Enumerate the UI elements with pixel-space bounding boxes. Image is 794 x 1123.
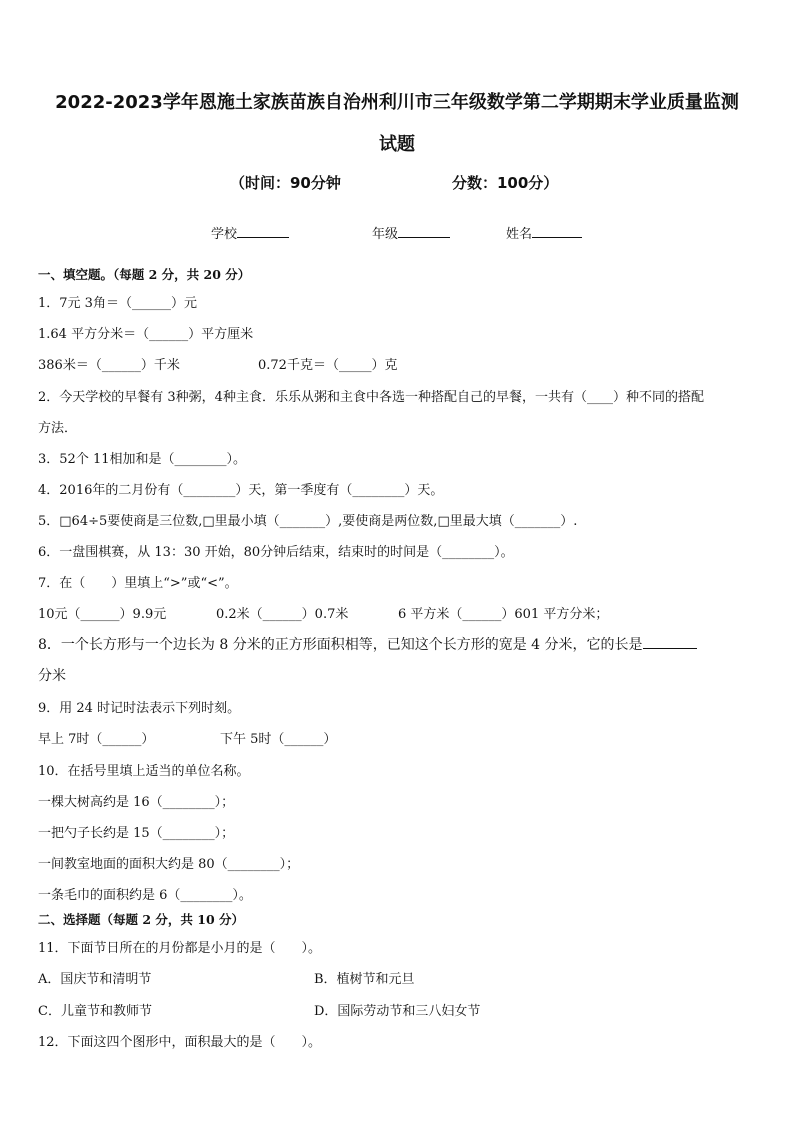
question-7a: 10元（______）9.9元 <box>38 607 167 622</box>
question-8a <box>38 634 697 654</box>
question-10c: 一间教室地面的面积大约是 80（________）； <box>38 857 300 872</box>
name-blank[interactable] <box>532 225 582 238</box>
section-choice-heading: 二、选择题（每题 2 分，共 10 分） <box>38 912 245 927</box>
question-9b: 下午 5时（______） <box>220 732 337 747</box>
question-4: 4．2016年的二月份有（________）天，第一季度有（________）天。 <box>38 483 444 498</box>
question-1a: 1．7元 3角＝（______）元 <box>38 296 197 311</box>
question-11-option-a[interactable]: A．国庆节和清明节 <box>38 972 152 987</box>
question-11-option-c[interactable]: C．儿童节和教师节 <box>38 1004 152 1019</box>
question-8a-text: 8．一个长方形与一个边长为 8 分米的正方形面积相等，已知这个长方形的宽是 4 分米，它的长是 <box>38 637 643 653</box>
exam-time: （时间：90分钟 <box>230 174 341 192</box>
question-3: 3．52个 11相加和是（________）。 <box>38 452 246 467</box>
question-9a: 早上 7时（______） <box>38 732 155 747</box>
grade-field[interactable] <box>372 223 450 242</box>
question-8b: 分米 <box>38 668 66 684</box>
exam-score: 分数：100分） <box>452 174 559 192</box>
question-7b: 0.2米（______）0.7米 <box>216 607 349 622</box>
question-11-option-b[interactable]: B．植树节和元旦 <box>314 972 415 987</box>
question-9: 9．用 24 时记时法表示下列时刻。 <box>38 701 241 716</box>
name-field[interactable] <box>506 223 582 242</box>
school-field[interactable] <box>211 223 289 242</box>
question-10b: 一把勺子长约是 15（________）； <box>38 826 235 841</box>
school-label: 学校 <box>211 227 238 242</box>
question-12: 12．下面这四个图形中，面积最大的是（ ）。 <box>38 1035 322 1050</box>
question-7c: 6 平方米（______）601 平方分米； <box>398 607 609 622</box>
question-10d: 一条毛巾的面积约是 6（________）。 <box>38 888 252 903</box>
question-1b: 1.64 平方分米＝（______）平方厘米 <box>38 327 254 342</box>
document-title-line-2: 试题 <box>379 134 415 155</box>
question-1c: 386米＝（______）千米 <box>38 358 180 373</box>
name-label: 姓名 <box>506 227 533 242</box>
question-2a: 2．今天学校的早餐有 3种粥，4种主食．乐乐从粥和主食中各选一种搭配自己的早餐，一共有（____）种不同的搭配 <box>38 390 704 405</box>
question-11-option-d[interactable]: D．国际劳动节和三八妇女节 <box>314 1004 481 1019</box>
question-8-blank[interactable] <box>643 636 697 649</box>
question-10a: 一棵大树高约是 16（________）； <box>38 795 235 810</box>
question-11: 11．下面节日所在的月份都是小月的是（ ）。 <box>38 941 322 956</box>
document-title-line-1: 2022-2023学年恩施土家族苗族自治州利川市三年级数学第二学期期末学业质量监测 <box>55 92 739 113</box>
grade-label: 年级 <box>372 227 399 242</box>
section-fill-in-heading: 一、填空题。（每题 2 分，共 20 分） <box>38 267 251 282</box>
school-blank[interactable] <box>237 225 289 238</box>
question-5: 5．□64÷5要使商是三位数,□里最小填（_______）,要使商是两位数,□里最大填（_______）. <box>38 514 578 529</box>
question-2b: 方法． <box>38 421 78 436</box>
question-6: 6．一盘围棋赛，从 13：30 开始，80分钟后结束，结束时的时间是（________）。 <box>38 545 514 560</box>
question-10: 10．在括号里填上适当的单位名称。 <box>38 764 250 779</box>
question-1d: 0.72千克＝（_____）克 <box>258 358 398 373</box>
question-7: 7．在（ ）里填上“>”或“<”。 <box>38 576 238 591</box>
grade-blank[interactable] <box>398 225 450 238</box>
